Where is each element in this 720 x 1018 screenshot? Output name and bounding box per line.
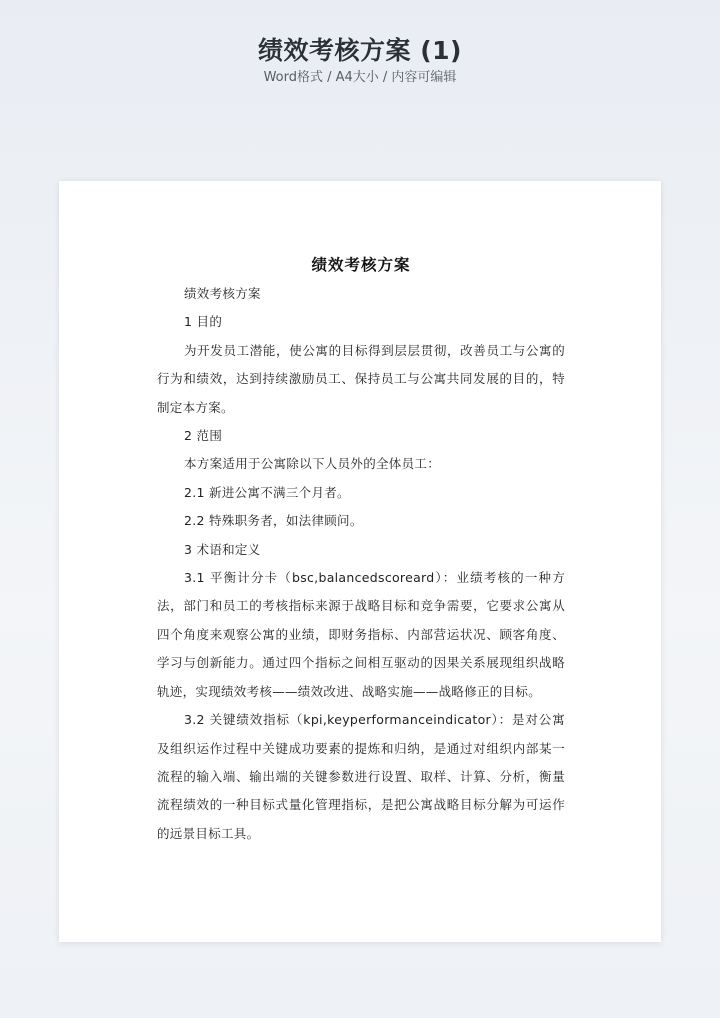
doc-paragraph-scope: 本方案适用于公寓除以下人员外的全体员工： <box>184 456 441 472</box>
doc-item-2-1: 2.1 新进公寓不满三个月者。 <box>184 484 350 500</box>
page-header <box>0 34 720 87</box>
doc-paragraph-intro: 绩效考核方案 <box>184 286 261 301</box>
document-title: 绩效考核方案 <box>311 256 411 274</box>
doc-heading-terms: 3 术语和定义 <box>184 541 261 557</box>
doc-item-3-1: 3.1 平衡计分卡（bsc,balancedscoreard）：业绩考核的一种方法，部门和员工的考核指标来源于战略目标和竞争需要，它要求公寓从四个角度来观察公寓的业绩，即财务指标、内部营运状况、顾客角度、学习与创新能力。通过四个指标之间相互驱动的因果关系展现组织战略轨迹，实现绩效考核——绩效改进、战略实施——战略修正的目标。 <box>157 570 565 699</box>
page-subtitle: Word格式 / A4大小 / 内容可编辑 <box>263 70 457 85</box>
doc-paragraph-purpose: 为开发员工潜能，使公寓的目标得到层层贯彻，改善员工与公寓的行为和绩效，达到持续激励员工、保持员工与公寓共同发展的目的，特制定本方案。 <box>157 342 565 415</box>
doc-item-3-2: 3.2 关键绩效指标（kpi,keyperformanceindicator）：是对公寓及组织运作过程中关键成功要素的提炼和归纳，是通过对组织内部某一流程的输入端、输出端的关键参数进行设置、取样、计算、分析，衡量流程绩效的一种目标式量化管理指标，是把公寓战略目标分解为可运作的远景目标工具。 <box>157 712 565 841</box>
doc-heading-scope: 2 范围 <box>184 428 223 444</box>
page-title: 绩效考核方案 (1) <box>258 36 462 65</box>
document-page <box>59 181 661 942</box>
doc-heading-purpose: 1 目的 <box>184 314 223 330</box>
doc-item-2-2: 2.2 特殊职务者，如法律顾问。 <box>184 513 363 529</box>
